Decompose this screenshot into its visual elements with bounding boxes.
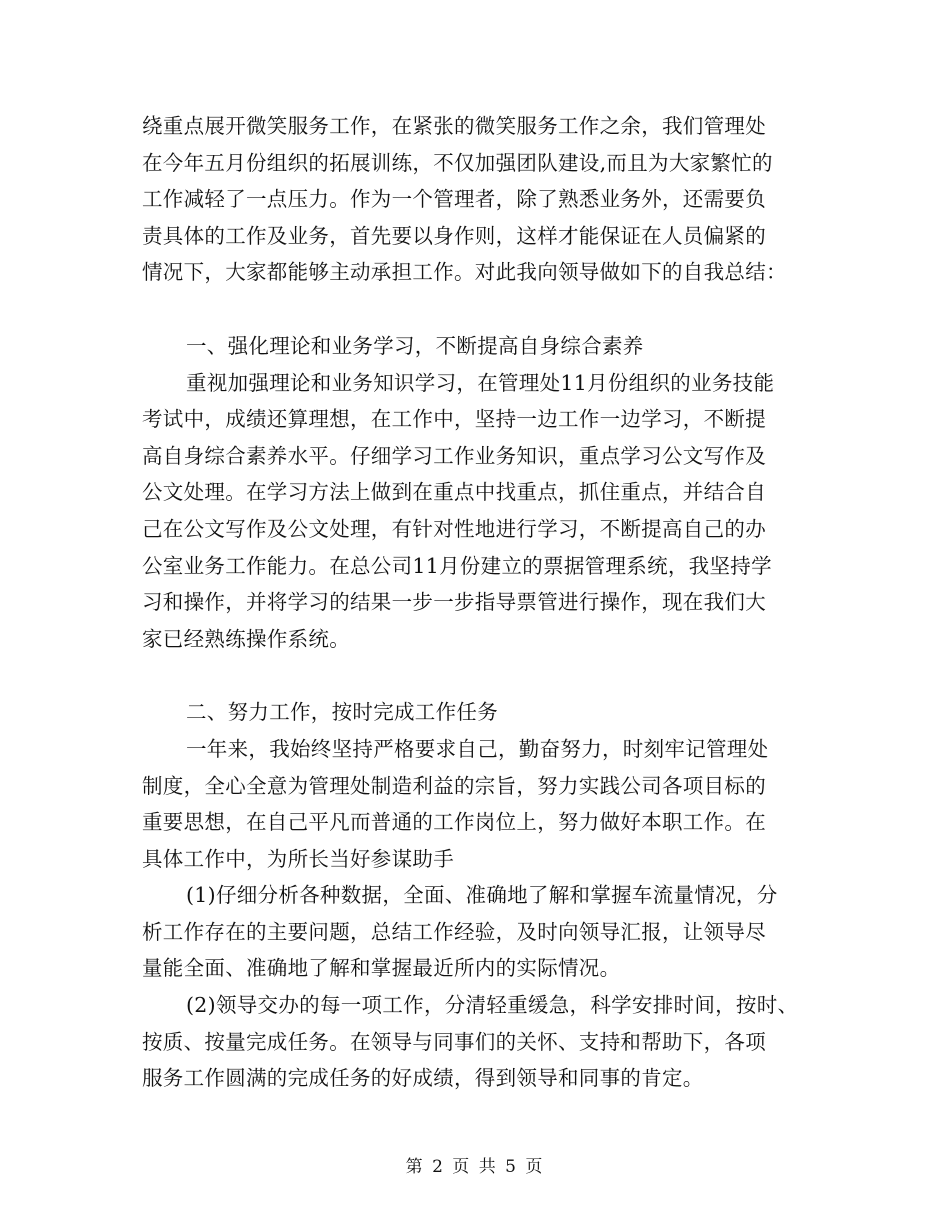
text-line: 工作减轻了一点压力。作为一个管理者，除了熟悉业务外，还需要负 — [142, 187, 766, 212]
document-body — [142, 108, 808, 1097]
text-line: 制度，全心全意为管理处制造利益的宗旨，努力实践公司各项目标的 — [142, 773, 766, 798]
text-line: 一年来，我始终坚持严格要求自己，勤奋努力，时刻牢记管理处 — [186, 736, 769, 761]
text-line: 在今年五月份组织的拓展训练，不仅加强团队建设,而且为大家繁忙的 — [142, 150, 773, 175]
text-line: 习和操作，并将学习的结果一步一步指导票管进行操作，现在我们大 — [142, 590, 766, 615]
section-heading-2: 二、努力工作，按时完成工作任务 — [186, 700, 498, 725]
paragraph-intro — [142, 108, 808, 291]
text-line: 公室业务工作能力。在总公司11月份建立的票据管理系统，我坚持学 — [142, 553, 772, 578]
text-line: 家已经熟练操作系统。 — [142, 626, 350, 651]
text-line: 情况下，大家都能够主动承担工作。对此我向领导做如下的自我总结： — [142, 260, 787, 285]
text-line: 按质、按量完成任务。在领导与同事们的关怀、支持和帮助下，各项 — [142, 1029, 766, 1054]
text-line: 高自身综合素养水平。仔细学习工作业务知识，重点学习公文写作及 — [142, 443, 766, 468]
text-line: 量能全面、准确地了解和掌握最近所内的实际情况。 — [142, 956, 621, 981]
paragraph-gap — [142, 657, 808, 694]
paragraph-work — [142, 731, 808, 877]
text-line: 重视加强理论和业务知识学习，在管理处11月份组织的业务技能 — [186, 370, 775, 395]
paragraph-study — [142, 365, 808, 658]
paragraph-item-1 — [142, 877, 808, 987]
text-line: 绕重点展开微笑服务工作，在紧张的微笑服务工作之余，我们管理处 — [142, 114, 766, 138]
text-line: 责具体的工作及业务，首先要以身作则，这样才能保证在人员偏紧的 — [142, 223, 766, 248]
paragraph-gap — [142, 291, 808, 328]
text-line: 公文处理。在学习方法上做到在重点中找重点，抓住重点，并结合自 — [142, 480, 766, 505]
text-line: 具体工作中，为所长当好参谋助手 — [142, 846, 454, 871]
paragraph-item-2 — [142, 987, 808, 1097]
text-line: 重要思想，在自己平凡而普通的工作岗位上，努力做好本职工作。在 — [142, 810, 766, 835]
text-line: (1)仔细分析各种数据，全面、准确地了解和掌握车流量情况，分 — [186, 883, 778, 908]
text-line: 己在公文写作及公文处理，有针对性地进行学习，不断提高自己的办 — [142, 516, 766, 541]
section-heading-1: 一、强化理论和业务学习，不断提高自身综合素养 — [186, 333, 644, 358]
text-line: (2)领导交办的每一项工作，分清轻重缓急，科学安排时间，按时、 — [186, 993, 799, 1018]
page-number-footer: 第 2 页 共 5 页 — [405, 1157, 545, 1177]
text-line: 服务工作圆满的完成任务的好成绩，得到领导和同事的肯定。 — [142, 1066, 704, 1091]
text-line: 考试中，成绩还算理想，在工作中，坚持一边工作一边学习，不断提 — [142, 407, 766, 432]
text-line: 析工作存在的主要问题，总结工作经验，及时向领导汇报，让领导尽 — [142, 919, 766, 944]
